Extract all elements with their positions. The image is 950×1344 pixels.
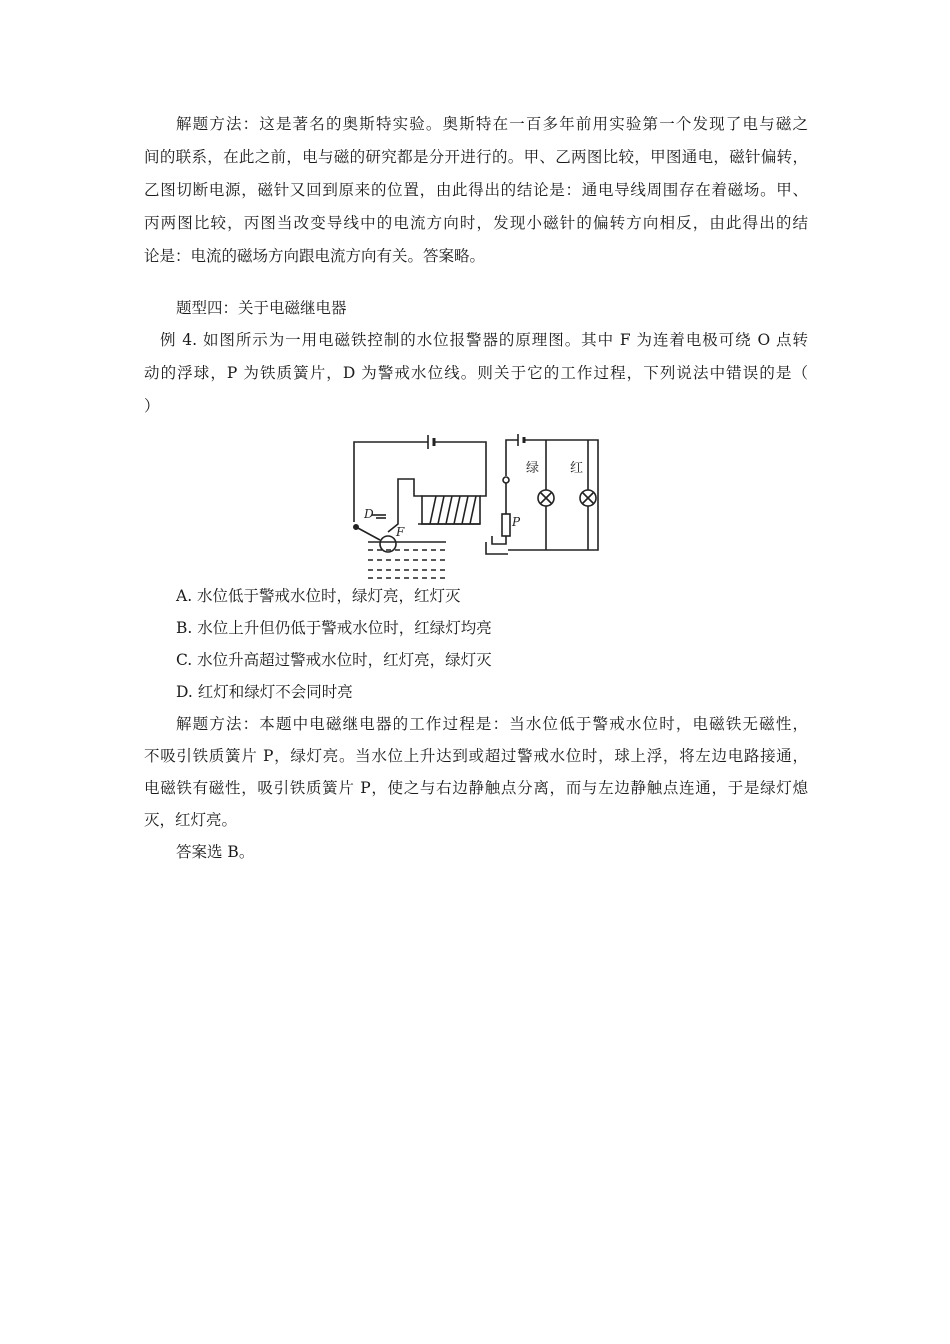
paragraph-1-line-2: 间的联系，在此之前，电与磁的研究都是分开进行的。甲、乙两图比较，甲图通电，磁针偏转， [144,148,808,166]
example-line-3: ） [144,397,160,415]
example-line-2: 动的浮球，P 为铁质簧片，D 为警戒水位线。则关于它的工作过程，下列说法中错误的是（ [144,364,808,382]
relay-circuit-diagram [346,432,608,586]
paragraph-1-line-5: 论是：电流的磁场方向跟电流方向有关。答案略。 [144,247,486,265]
option-a: A. 水位低于警戒水位时，绿灯亮，红灯灭 [176,587,461,605]
relay-circuit-figure [346,432,608,586]
label-green-lamp: 绿 [526,461,540,476]
label-p: P [512,515,521,529]
solution-line-4: 灭，红灯亮。 [144,811,238,829]
option-b: B. 水位上升但仍低于警戒水位时，红绿灯均亮 [176,619,492,637]
solution-line-1: 解题方法：本题中电磁继电器的工作过程是：当水位低于警戒水位时，电磁铁无磁性， [176,715,808,733]
section-title: 题型四：关于电磁继电器 [176,299,347,317]
option-c: C. 水位升高超过警戒水位时，红灯亮，绿灯灭 [176,651,492,669]
label-f: F [396,525,405,539]
example-line-1: 例 4. 如图所示为一用电磁铁控制的水位报警器的原理图。其中 F 为连着电极可绕 O 点转 [160,331,808,349]
paragraph-1-line-3: 乙图切断电源，磁针又回到原来的位置，由此得出的结论是：通电导线周围存在着磁场。甲、 [144,181,808,199]
paragraph-1-line-4: 丙两图比较，丙图当改变导线中的电流方向时，发现小磁针的偏转方向相反，由此得出的结 [144,214,808,232]
solution-line-3: 电磁铁有磁性，吸引铁质簧片 P，使之与右边静触点分离，而与左边静触点连通，于是绿灯熄 [144,779,808,797]
option-d: D. 红灯和绿灯不会同时亮 [176,683,353,701]
paragraph-1-line-1: 解题方法：这是著名的奥斯特实验。奥斯特在一百多年前用实验第一个发现了电与磁之 [176,115,808,133]
answer-text: 答案选 B。 [176,843,255,861]
label-d: D [364,507,374,521]
label-red-lamp: 红 [570,461,584,476]
solution-line-2: 不吸引铁质簧片 P，绿灯亮。当水位上升达到或超过警戒水位时，球上浮，将左边电路接通， [144,747,808,765]
